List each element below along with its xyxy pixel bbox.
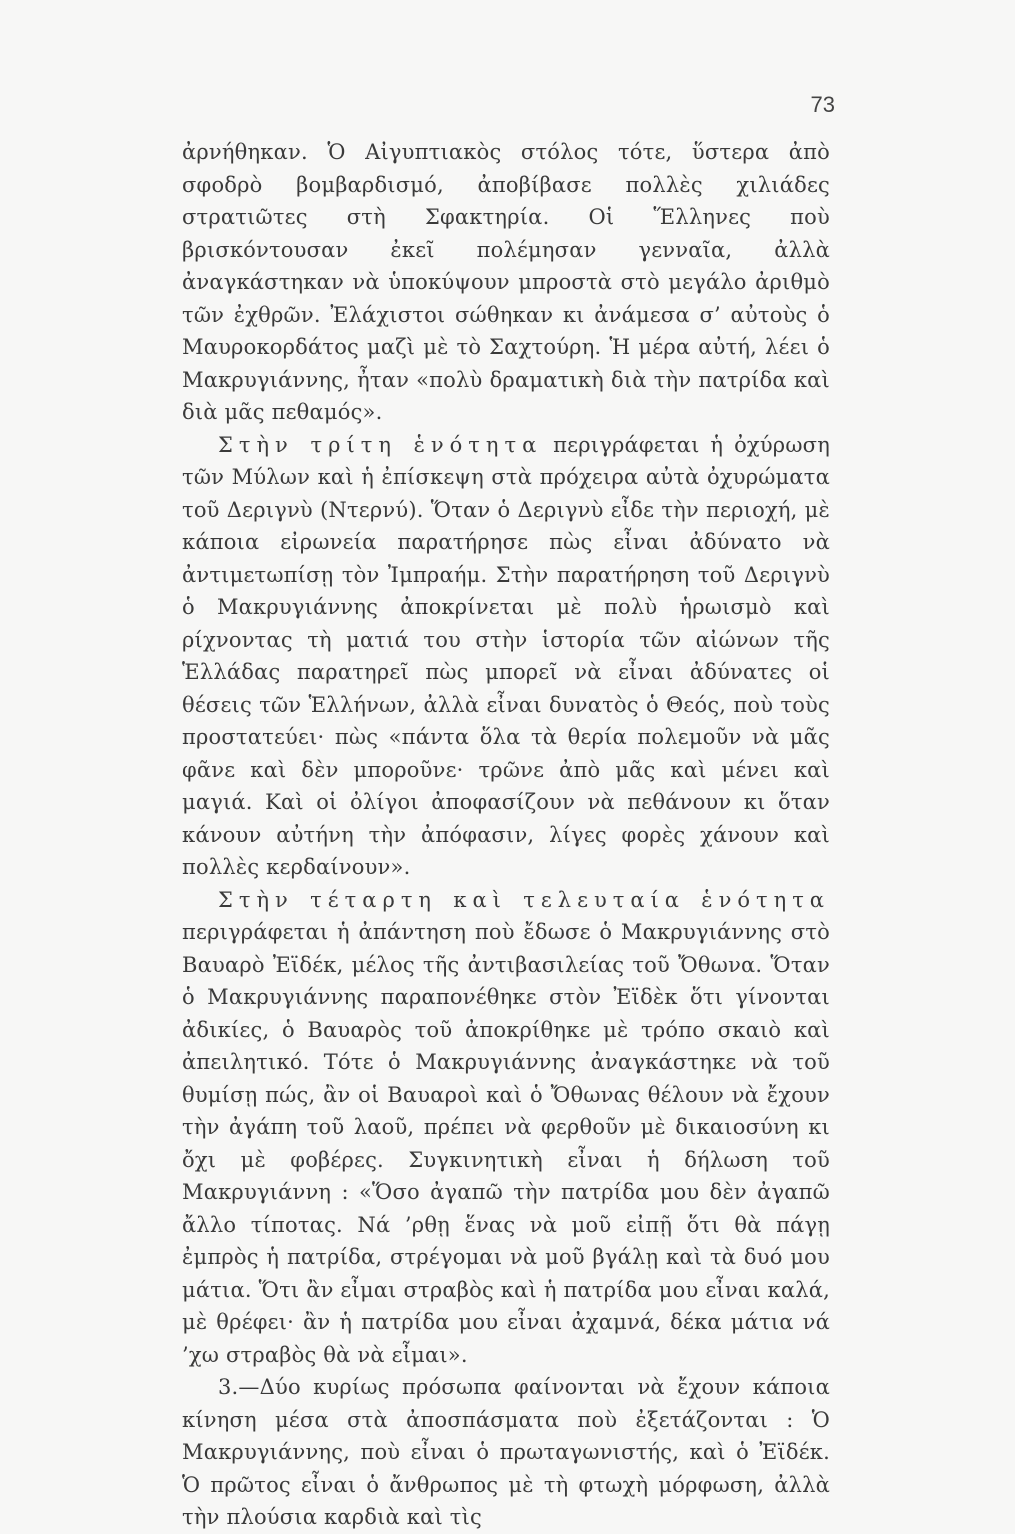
- paragraph-4: [182, 1371, 830, 1534]
- body-text: [182, 136, 830, 1534]
- paragraph-2: [182, 429, 830, 884]
- paragraph-3: [182, 884, 830, 1372]
- paragraph-2-lead: Στὴν τρίτη ἑνότητα: [218, 432, 543, 457]
- paragraph-1: [182, 136, 830, 429]
- paragraph-1-text: ἀρνήθηκαν. Ὁ Αἰγυπτιακὸς στόλος τότε, ὕστερα ἀπὸ σφοδρὸ βομβαρδισμό, ἀποβίβασε πολλὲς χιλιάδες στρατιῶτες στὴ Σφακτηρία. Οἱ Ἕλληνες ποὺ βρισκόντουσαν ἐκεῖ πολέμησαν γενναῖα, ἀλλὰ ἀναγκάστηκαν νὰ ὑποκύψουν μπροστὰ στὸ μεγάλο ἀριθμὸ τῶν ἐχθρῶν. Ἐλάχιστοι σώθηκαν κι ἀνάμεσα σ’ αὐτοὺς ὁ Μαυροκορδάτος μαζὶ μὲ τὸ Σαχτούρη. Ἡ μέρα αὐτή, λέει ὁ Μακρυγιάννης, ἦταν «πολὺ δραματικὴ διὰ τὴν πατρίδα καὶ διὰ μᾶς πεθαμός».: [182, 140, 830, 424]
- paragraph-2-text: περιγράφεται ἡ ὀχύρωση τῶν Μύλων καὶ ἡ ἐπίσκεψη στὰ πρόχειρα αὐτὰ ὀχυρώματα τοῦ Δεριγνὺ (Ντερνύ). Ὅταν ὁ Δεριγνὺ εἶδε τὴν περιοχή, μὲ κάποια εἰρωνεία παρατήρησε πὼς εἶναι ἀδύνατο νὰ ἀντιμετωπίσῃ τὸν Ἰμπραήμ. Στὴν παρατήρηση τοῦ Δεριγνὺ ὁ Μακρυγιάννης ἀποκρίνεται μὲ πολὺ ἡρωισμὸ καὶ ρίχνοντας τὴ ματιά του στὴν ἱστορία τῶν αἰώνων τῆς Ἑλλάδας παρατηρεῖ πὼς μπορεῖ νὰ εἶναι ἀδύνατες οἱ θέσεις τῶν Ἑλλήνων, ἀλλὰ εἶναι δυνατὸς ὁ Θεός, ποὺ τοὺς προστατεύει· πὼς «πάντα ὅλα τὰ θερία πολεμοῦν νὰ μᾶς φᾶνε καὶ δὲν μποροῦνε· τρῶνε ἀπὸ μᾶς καὶ μένει καὶ μαγιά. Καὶ οἱ ὀλίγοι ἀποφασίζουν νὰ πεθάνουν κι ὅταν κάνουν αὐτήνη τὴν ἀπόφασιν, λίγες φορὲς χάνουν καὶ πολλὲς κερδαίνουν».: [182, 432, 830, 879]
- page-number: 73: [810, 92, 835, 117]
- paragraph-4-text: 3.—Δύο κυρίως πρόσωπα φαίνονται νὰ ἔχουν κάποια κίνηση μέσα στὰ ἀποσπάσματα ποὺ ἐξετάζονται : Ὁ Μακρυγιάννης, ποὺ εἶναι ὁ πρωταγωνιστής, καὶ ὁ Ἐϊδέκ. Ὁ πρῶτος εἶναι ὁ ἄνθρωπος μὲ τὴ φτωχὴ μόρφωση, ἀλλὰ τὴν πλούσια καρδιὰ καὶ τὶς: [182, 1375, 830, 1529]
- paragraph-3-lead: Στὴν τέταρτη καὶ τελευταία ἑνότητα: [218, 887, 830, 912]
- paragraph-3-text: περιγράφεται ἡ ἀπάντηση ποὺ ἔδωσε ὁ Μακρυγιάννης στὸ Βαυαρὸ Ἐϊδέκ, μέλος τῆς ἀντιβασιλείας τοῦ Ὄθωνα. Ὅταν ὁ Μακρυγιάννης παραπονέθηκε στὸν Ἐϊδὲκ ὅτι γίνονται ἀδικίες, ὁ Βαυαρὸς τοῦ ἀποκρίθηκε μὲ τρόπο σκαιὸ καὶ ἀπειλητικό. Τότε ὁ Μακρυγιάννης ἀναγκάστηκε νὰ τοῦ θυμίσῃ πώς, ἂν οἱ Βαυαροὶ καὶ ὁ Ὄθωνας θέλουν νὰ ἔχουν τὴν ἀγάπη τοῦ λαοῦ, πρέπει νὰ φερθοῦν μὲ δικαιοσύνη κι ὄχι μὲ φοβέρες. Συγκινητικὴ εἶναι ἡ δήλωση τοῦ Μακρυγιάννη : «Ὅσο ἀγαπῶ τὴν πατρίδα μου δὲν ἀγαπῶ ἄλλο τίποτας. Νά ’ρθῃ ἕνας νὰ μοῦ εἰπῇ ὅτι θὰ πάγῃ ἐμπρὸς ἡ πατρίδα, στρέγομαι νὰ μοῦ βγάλῃ καὶ τὰ δυό μου μάτια. Ὅτι ἂν εἶμαι στραβὸς καὶ ἡ πατρίδα μου εἶναι καλά, μὲ θρέφει· ἂν ἡ πατρίδα μου εἶναι ἀχαμνά, δέκα μάτια νά ’χω στραβὸς θὰ νὰ εἶμαι».: [182, 920, 830, 1367]
